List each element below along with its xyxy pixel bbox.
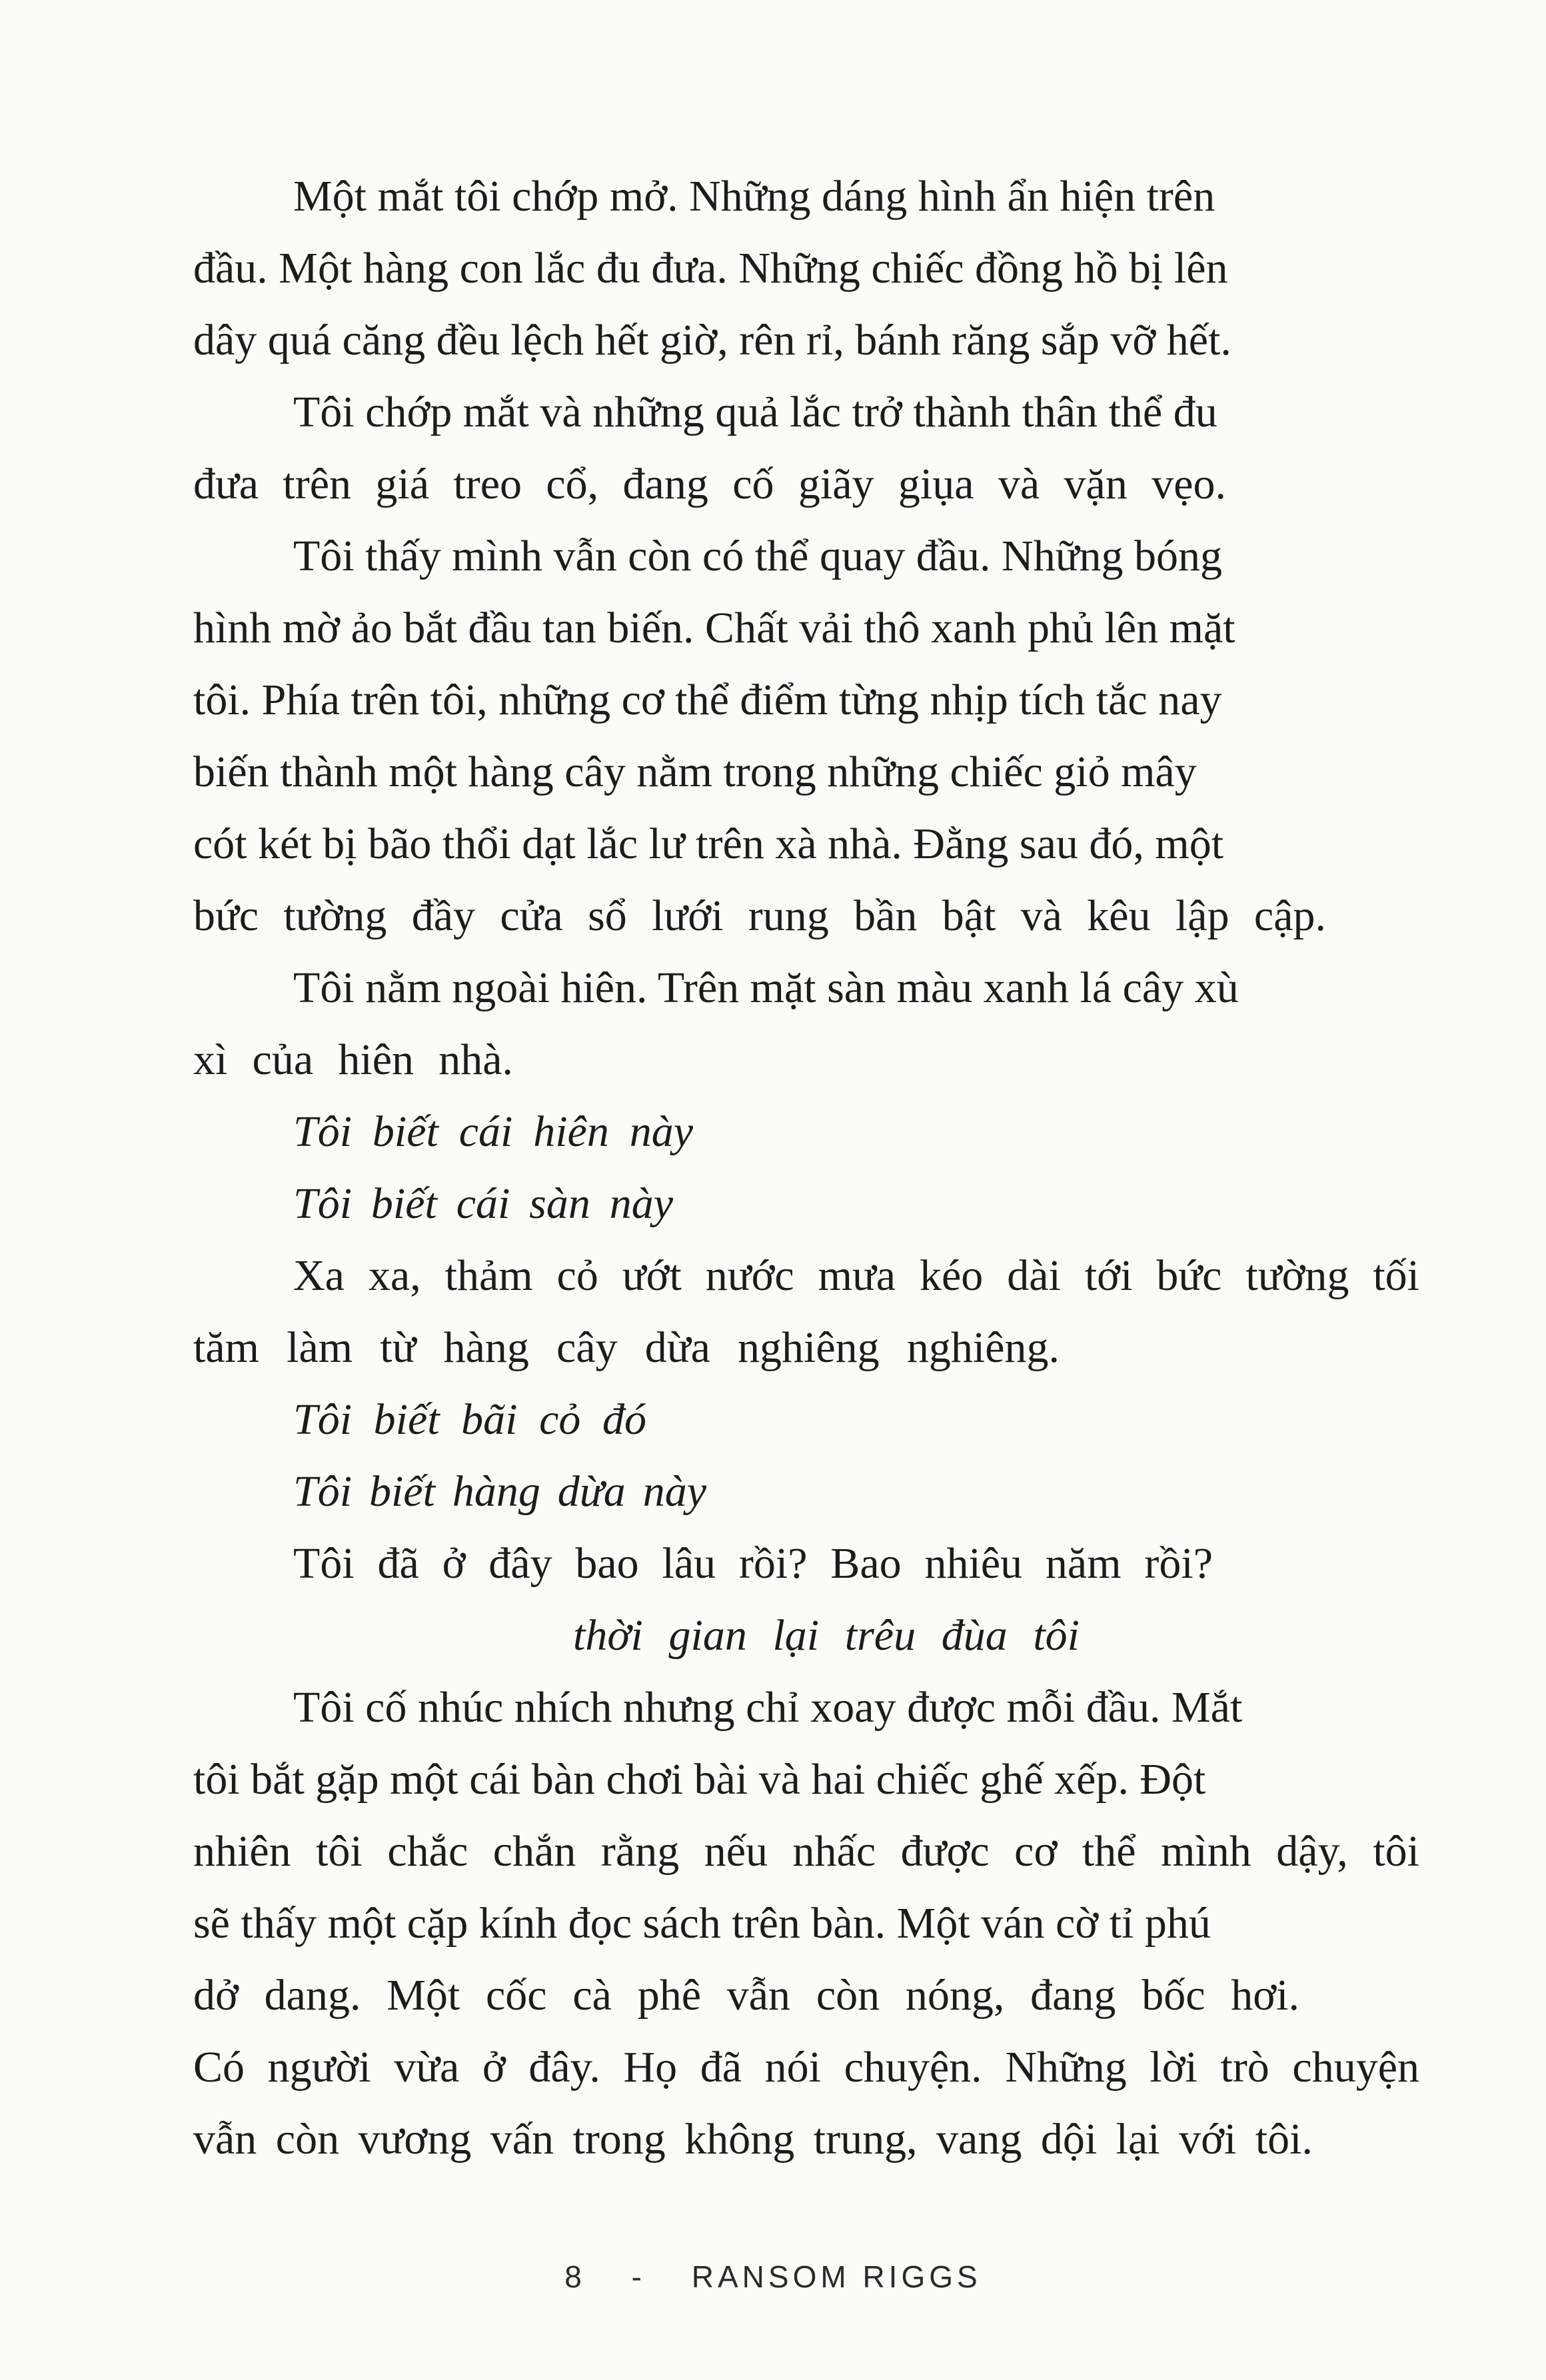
italic-line: Tôi biết cái sàn này xyxy=(293,1179,673,1228)
text-line: biến thành một hàng cây nằm trong những chiếc giỏ mây xyxy=(193,748,1197,796)
text-line: tôi bắt gặp một cái bàn chơi bài và hai chiếc ghế xếp. Đột xyxy=(193,1755,1206,1804)
page-footer xyxy=(0,2259,1546,2295)
text-line: đầu. Một hàng con lắc đu đưa. Những chiếc đồng hồ bị lên xyxy=(193,244,1228,293)
text-line: dở dang. Một cốc cà phê vẫn còn nóng, đang bốc hơi. xyxy=(193,1971,1299,2020)
text-line: Một mắt tôi chớp mở. Những dáng hình ẩn hiện trên xyxy=(293,172,1215,221)
text-line: Tôi chớp mắt và những quả lắc trở thành thân thể đu xyxy=(293,388,1217,436)
page-number: 8 xyxy=(564,2259,586,2294)
text-line: nhiên tôi chắc chắn rằng nếu nhấc được cơ thể mình dậy, tôi xyxy=(193,1827,1419,1876)
italic-line: thời gian lại trêu đùa tôi xyxy=(573,1611,1080,1660)
text-line: sẽ thấy một cặp kính đọc sách trên bàn. Một ván cờ tỉ phú xyxy=(193,1899,1211,1948)
text-line: cót két bị bão thổi dạt lắc lư trên xà nhà. Đằng sau đó, một xyxy=(193,820,1224,868)
text-line: hình mờ ảo bắt đầu tan biến. Chất vải thô xanh phủ lên mặt xyxy=(193,604,1235,652)
author-name: RANSOM RIGGS xyxy=(691,2259,982,2294)
italic-line: Tôi biết hàng dừa này xyxy=(293,1467,706,1516)
text-line: Tôi nằm ngoài hiên. Trên mặt sàn màu xanh lá cây xù xyxy=(293,963,1239,1012)
text-line: dây quá căng đều lệch hết giờ, rên rỉ, bánh răng sắp vỡ hết. xyxy=(193,316,1231,364)
footer-separator: - xyxy=(631,2259,646,2294)
text-line: Có người vừa ở đây. Họ đã nói chuyện. Những lời trò chuyện xyxy=(193,2043,1419,2091)
text-line: vẫn còn vương vấn trong không trung, vang dội lại với tôi. xyxy=(193,2115,1313,2163)
italic-line: Tôi biết bãi cỏ đó xyxy=(293,1395,646,1444)
text-line: Tôi cố nhúc nhích nhưng chỉ xoay được mỗi đầu. Mắt xyxy=(293,1683,1243,1732)
text-line: bức tường đầy cửa sổ lưới rung bần bật và kêu lập cập. xyxy=(193,892,1326,940)
text-line: Tôi đã ở đây bao lâu rồi? Bao nhiêu năm rồi? xyxy=(293,1539,1213,1588)
italic-line: Tôi biết cái hiên này xyxy=(293,1107,693,1156)
text-line: Xa xa, thảm cỏ ướt nước mưa kéo dài tới bức tường tối xyxy=(293,1251,1419,1300)
text-line: đưa trên giá treo cổ, đang cố giãy giụa và vặn vẹo. xyxy=(193,460,1226,508)
text-line: xì của hiên nhà. xyxy=(193,1035,513,1084)
text-line: tăm làm từ hàng cây dừa nghiêng nghiêng. xyxy=(193,1323,1060,1372)
text-line: Tôi thấy mình vẫn còn có thể quay đầu. Những bóng xyxy=(293,532,1222,580)
text-line: tôi. Phía trên tôi, những cơ thể điểm từng nhịp tích tắc nay xyxy=(193,676,1222,724)
